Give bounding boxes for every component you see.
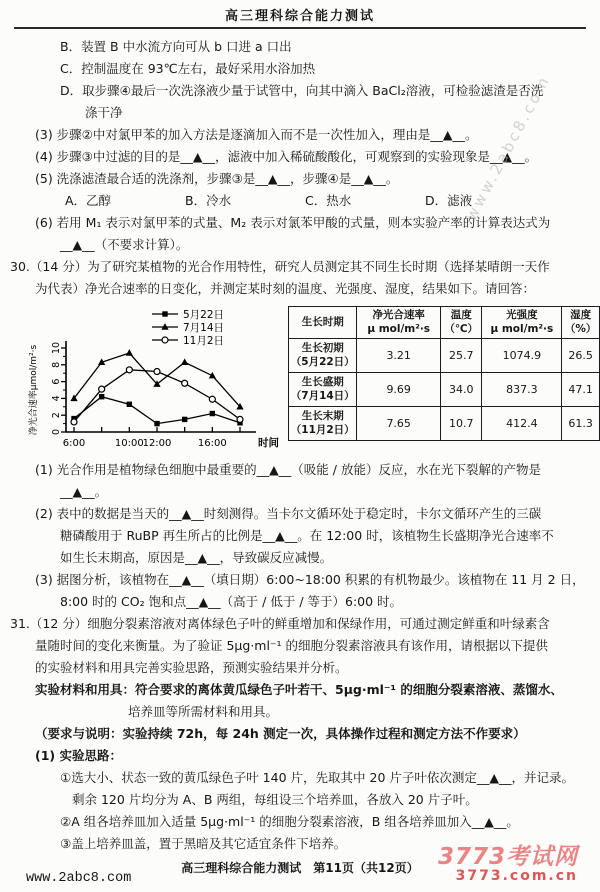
q30-item2-cont1: 糖磷酸用于 RuBP 再生所占的比例是__▲__。在 12:00 时，该植物生长盛期净光合速率不	[60, 528, 554, 543]
table-row-late	[289, 407, 600, 441]
hum-cell: 61.3	[562, 407, 600, 441]
option-d-line: D．取步骤④最后一次洗涤液少量于试管中，向其中滴入 BaCl₂溶液，可检验滤渣是否洗	[60, 83, 544, 98]
footer-page-info: 高三理科综合能力测试 第11页（共12页）	[181, 861, 419, 875]
q30-stem-line2: 为代表）净光合速率的日变化，并测定某时刻的温度、光强度、湿度，结果如下。请回答：	[35, 281, 536, 296]
light-cell: 837.3	[482, 373, 562, 407]
exam-body	[0, 29, 600, 855]
rate-cell: 9.69	[357, 373, 440, 407]
col-header-temp: 温度 （℃）	[440, 307, 482, 339]
exam-title: 高三理科综合能力测试	[224, 9, 375, 24]
period-cell: 生长末期 （11月2日）	[289, 407, 357, 441]
hum-cell: 26.5	[562, 339, 600, 373]
logo-3773-name: 3773考试网	[437, 844, 578, 871]
logo-3773-domain: 3773.com.cn	[455, 868, 578, 885]
light-cell: 412.4	[482, 407, 562, 441]
table-row-early	[289, 339, 600, 373]
temp-cell: 34.0	[440, 373, 482, 407]
q30-figure	[26, 304, 600, 455]
svg-text:时间: 时间	[258, 437, 279, 449]
svg-text:4: 4	[51, 395, 62, 402]
chart-svg	[26, 304, 284, 452]
net-photosynthesis-chart	[26, 304, 284, 455]
q31-materials2: 培养皿等所需材料和用具。	[128, 704, 279, 719]
q31-step1-cont: 剩余 120 片均分为 A、B 两组，每组设三个培养皿，各放入 20 片子叶。	[72, 792, 478, 807]
svg-text:10: 10	[51, 341, 62, 355]
option-c-hotwater: C．热水	[305, 193, 352, 208]
temp-cell: 25.7	[440, 339, 482, 373]
chem-q5-options	[0, 190, 600, 212]
svg-text:16:00: 16:00	[197, 438, 227, 449]
q31-materials1: 实验材料和用具：符合要求的离体黄瓜绿色子叶若干、5μg·ml⁻¹ 的细胞分裂素溶液、蒸馏水、	[35, 682, 563, 697]
period-cell: 生长初期 （5月22日）	[289, 339, 357, 373]
q31-item1-head: (1) 实验思路：	[35, 748, 122, 763]
period-cell: 生长盛期 （7月14日）	[289, 373, 357, 407]
q31-stem-line1: 31.（12 分）细胞分裂素溶液对离体绿色子叶的鲜重增加和保绿作用，可通过测定鲜重和叶绿素含	[10, 616, 550, 631]
q30-item1-line: (1) 光合作用是植物绿色细胞中最重要的__▲__（吸能 / 放能）反应，水在光下裂解的产物是	[35, 462, 541, 477]
q30-item2-line: (2) 表中的数据是当天的__▲__时刻测得。当卡尔文循环处于稳定时，卡尔文循环产生的三碳	[35, 506, 542, 521]
col-header-rate: 净光合速率 μ mol/m²·s	[357, 307, 440, 339]
svg-text:11月2日: 11月2日	[183, 334, 225, 347]
q30-item2-cont2: 如生长末期高，原因是__▲__，导致碳反应减慢。	[60, 550, 333, 565]
svg-text:8: 8	[51, 361, 63, 368]
svg-text:2: 2	[51, 412, 62, 419]
chem-q3-line: (3) 步骤②中对氯甲苯的加入方法是逐滴加入而不是一次性加入，理由是__▲__。	[35, 127, 478, 142]
footer-logo	[438, 845, 578, 884]
table-row-peak	[289, 373, 600, 407]
q30-item3-line: (3) 据图分析，该植物在__▲__（填日期）6:00~18:00 积累的有机物最少。该植物在 11 月 2 日，	[35, 572, 585, 587]
chem-q6-cont: __▲__（不要求计算）。	[60, 237, 189, 252]
rate-cell: 3.21	[357, 339, 440, 373]
light-cell: 1074.9	[482, 339, 562, 373]
col-header-light: 光强度 μ mol/m²·s	[482, 307, 562, 339]
svg-text:7月14日: 7月14日	[183, 321, 225, 334]
rate-cell: 7.65	[357, 407, 440, 441]
svg-text:6:00: 6:00	[62, 438, 86, 449]
q31-note: （要求与说明：实验持续 72h，每 24h 测定一次，具体操作过程和测定方法不作要求）	[35, 726, 526, 741]
footer-site-url: www.2abc8.com	[26, 871, 132, 886]
svg-text:5月22日: 5月22日	[183, 308, 225, 321]
option-d-filtrate: D．滤液	[425, 193, 473, 208]
hum-cell: 47.1	[562, 373, 600, 407]
chem-q6-line: (6) 若用 M₁ 表示对氯甲苯的式量、M₂ 表示对氯苯甲酸的式量，则本实验产率的计算表达式为	[35, 215, 551, 230]
q30-stem-line1: 30.（14 分）为了研究某植物的光合作用特性，研究人员测定其不同生长时期（选择某晴朗一天作	[10, 259, 550, 274]
svg-text:0: 0	[51, 428, 62, 436]
q31-stem-line2: 量随时间的变化来衡量。为了验证 5μg·ml⁻¹ 的细胞分裂素溶液具有该作用，请根据以下提供	[35, 638, 549, 653]
svg-text:12:00: 12:00	[142, 438, 172, 449]
watermark-text: www.2abc8.com	[462, 71, 554, 224]
option-a-ethanol: A．乙醇	[65, 193, 112, 208]
q30-item3-cont: 8:00 时的 CO₂ 饱和点__▲__（高于 / 低于 / 等于）6:00 时。	[60, 594, 403, 609]
svg-text:6: 6	[51, 378, 62, 385]
q31-step1-line: ①选大小、状态一致的黄瓜绿色子叶 140 片，先取其中 20 片子叶依次测定__▲__，并记录。	[60, 770, 574, 785]
option-b-coldwater: B．冷水	[185, 193, 232, 208]
col-header-period: 生长时期	[289, 307, 357, 339]
page-header	[0, 0, 600, 24]
svg-text:10:00: 10:00	[114, 438, 144, 449]
q30-item1-cont: __▲__。	[60, 484, 108, 499]
chem-q5-line: (5) 洗涤滤渣最合适的洗涤剂，步骤③是__▲__，步骤④是__▲__。	[35, 171, 399, 186]
option-d-cont: 涤干净	[85, 105, 123, 120]
temp-cell: 10.7	[440, 407, 482, 441]
col-header-humidity: 湿度 （%）	[562, 307, 600, 339]
chem-q4-line: (4) 步骤③中过滤的目的是__▲__，滤液中加入稀硫酸酸化，可观察到的实验现象是__▲__。	[35, 149, 538, 164]
svg-text:净光合速率μmol/m²·s: 净光合速率μmol/m²·s	[29, 344, 39, 436]
table-header-row	[289, 307, 600, 339]
q31-step3-line: ③盖上培养皿盖，置于黑暗及其它适宜条件下培养。	[60, 836, 347, 851]
option-c-line: C．控制温度在 93℃左右，最好采用水浴加热	[60, 61, 316, 76]
q31-step2-line: ②A 组各培养皿加入适量 5μg·ml⁻¹ 的细胞分裂素溶液，B 组各培养皿加入__▲__。	[60, 814, 519, 829]
q31-stem-line3: 的实验材料和用具完善实验思路，预测实验结果并分析。	[35, 660, 348, 675]
growth-period-table	[288, 306, 600, 441]
option-b-line: B．装置 B 中水流方向可从 b 口进 a 口出	[60, 39, 292, 54]
